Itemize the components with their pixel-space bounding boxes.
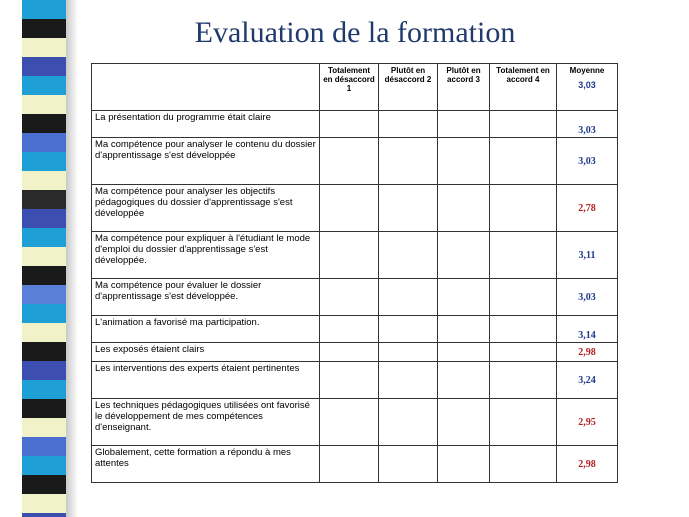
stripe-segment	[22, 323, 66, 342]
rating-cell	[320, 111, 379, 138]
question-cell: Les exposés étaient clairs	[92, 343, 320, 362]
rating-cell	[320, 399, 379, 446]
rating-cell	[320, 279, 379, 316]
rating-cell	[379, 138, 438, 185]
stripe-segment	[22, 266, 66, 285]
average-cell: 2,98	[557, 343, 618, 362]
stripe-segment	[22, 114, 66, 133]
stripe-segment	[22, 494, 66, 513]
question-cell: Ma compétence pour évaluer le dossier d'apprentissage s'est développée.	[92, 279, 320, 316]
header-average-label: Moyenne	[569, 66, 605, 75]
table-row	[92, 343, 618, 362]
rating-cell	[490, 343, 557, 362]
stripe-segment	[22, 475, 66, 494]
rating-cell	[438, 111, 490, 138]
rating-cell	[320, 446, 379, 483]
header-totally-disagree: Totalement en désaccord 1	[320, 64, 379, 111]
rating-cell	[490, 316, 557, 343]
stripe-segment	[22, 190, 66, 209]
rating-cell	[320, 316, 379, 343]
table-row	[92, 185, 618, 232]
stripe-segment	[22, 418, 66, 437]
rating-cell	[438, 279, 490, 316]
rating-cell	[379, 399, 438, 446]
header-average-value: 3,03	[578, 80, 596, 90]
table-row	[92, 279, 618, 316]
average-cell: 2,78	[557, 185, 618, 232]
table-row	[92, 362, 618, 399]
average-cell: 3,03	[557, 138, 618, 185]
table-header-row	[92, 64, 618, 111]
stripe-segment	[22, 456, 66, 475]
stripe-segment	[22, 152, 66, 171]
stripe-segment	[22, 399, 66, 418]
rating-cell	[320, 232, 379, 279]
stripe-segment	[22, 285, 66, 304]
rating-cell	[379, 343, 438, 362]
stripe-segment	[22, 380, 66, 399]
question-cell: Ma compétence pour analyser le contenu du dossier d'apprentissage s'est développée	[92, 138, 320, 185]
evaluation-table	[91, 63, 618, 483]
decorative-stripe-bar	[22, 0, 66, 517]
rating-cell	[379, 111, 438, 138]
stripe-segment	[22, 133, 66, 152]
rating-cell	[379, 232, 438, 279]
table-row	[92, 446, 618, 483]
header-average	[557, 64, 618, 111]
rating-cell	[438, 399, 490, 446]
question-cell: Globalement, cette formation a répondu à mes attentes	[92, 446, 320, 483]
rating-cell	[379, 279, 438, 316]
rating-cell	[438, 316, 490, 343]
average-cell: 3,03	[557, 111, 618, 138]
rating-cell	[379, 185, 438, 232]
rating-cell	[438, 362, 490, 399]
stripe-segment	[22, 19, 66, 38]
rating-cell	[438, 232, 490, 279]
stripe-segment	[22, 342, 66, 361]
rating-cell	[490, 446, 557, 483]
average-cell: 3,03	[557, 279, 618, 316]
stripe-segment	[22, 437, 66, 456]
question-cell: Ma compétence pour analyser les objectifs pédagogiques du dossier d'apprentissage s'est développée	[92, 185, 320, 232]
rating-cell	[490, 232, 557, 279]
question-cell: L'animation a favorisé ma participation.	[92, 316, 320, 343]
rating-cell	[379, 362, 438, 399]
rating-cell	[438, 446, 490, 483]
question-cell: Les techniques pédagogiques utilisées ont favorisé le développement de mes compétences d'enseignant.	[92, 399, 320, 446]
rating-cell	[490, 185, 557, 232]
stripe-segment	[22, 361, 66, 380]
average-cell: 2,98	[557, 446, 618, 483]
rating-cell	[379, 446, 438, 483]
stripe-segment	[22, 38, 66, 57]
question-cell: Les interventions des experts étaient pertinentes	[92, 362, 320, 399]
stripe-segment	[22, 209, 66, 228]
average-cell: 3,14	[557, 316, 618, 343]
stripe-shadow	[66, 0, 78, 517]
stripe-segment	[22, 57, 66, 76]
stripe-segment	[22, 513, 66, 517]
rating-cell	[438, 138, 490, 185]
rating-cell	[490, 279, 557, 316]
table-row	[92, 232, 618, 279]
stripe-segment	[22, 304, 66, 323]
stripe-segment	[22, 76, 66, 95]
rating-cell	[438, 185, 490, 232]
rating-cell	[490, 138, 557, 185]
header-rather-agree: Plutôt en accord 3	[438, 64, 490, 111]
header-totally-agree: Totalement en accord 4	[490, 64, 557, 111]
rating-cell	[379, 316, 438, 343]
rating-cell	[320, 185, 379, 232]
rating-cell	[490, 362, 557, 399]
stripe-segment	[22, 95, 66, 114]
rating-cell	[320, 362, 379, 399]
stripe-segment	[22, 0, 66, 19]
average-cell: 3,11	[557, 232, 618, 279]
question-cell: La présentation du programme était claire	[92, 111, 320, 138]
rating-cell	[320, 138, 379, 185]
stripe-segment	[22, 228, 66, 247]
stripe-segment	[22, 171, 66, 190]
average-cell: 2,95	[557, 399, 618, 446]
table-row	[92, 111, 618, 138]
header-rather-disagree: Plutôt en désaccord 2	[379, 64, 438, 111]
average-cell: 3,24	[557, 362, 618, 399]
rating-cell	[490, 111, 557, 138]
rating-cell	[320, 343, 379, 362]
page-title: Evaluation de la formation	[194, 16, 516, 49]
table-row	[92, 316, 618, 343]
table-row	[92, 399, 618, 446]
rating-cell	[438, 343, 490, 362]
table-row	[92, 138, 618, 185]
stripe-segment	[22, 247, 66, 266]
header-blank-cell	[92, 64, 320, 111]
rating-cell	[490, 399, 557, 446]
question-cell: Ma compétence pour expliquer à l'étudiant le mode d'emploi du dossier d'apprentissage s'est développée.	[92, 232, 320, 279]
